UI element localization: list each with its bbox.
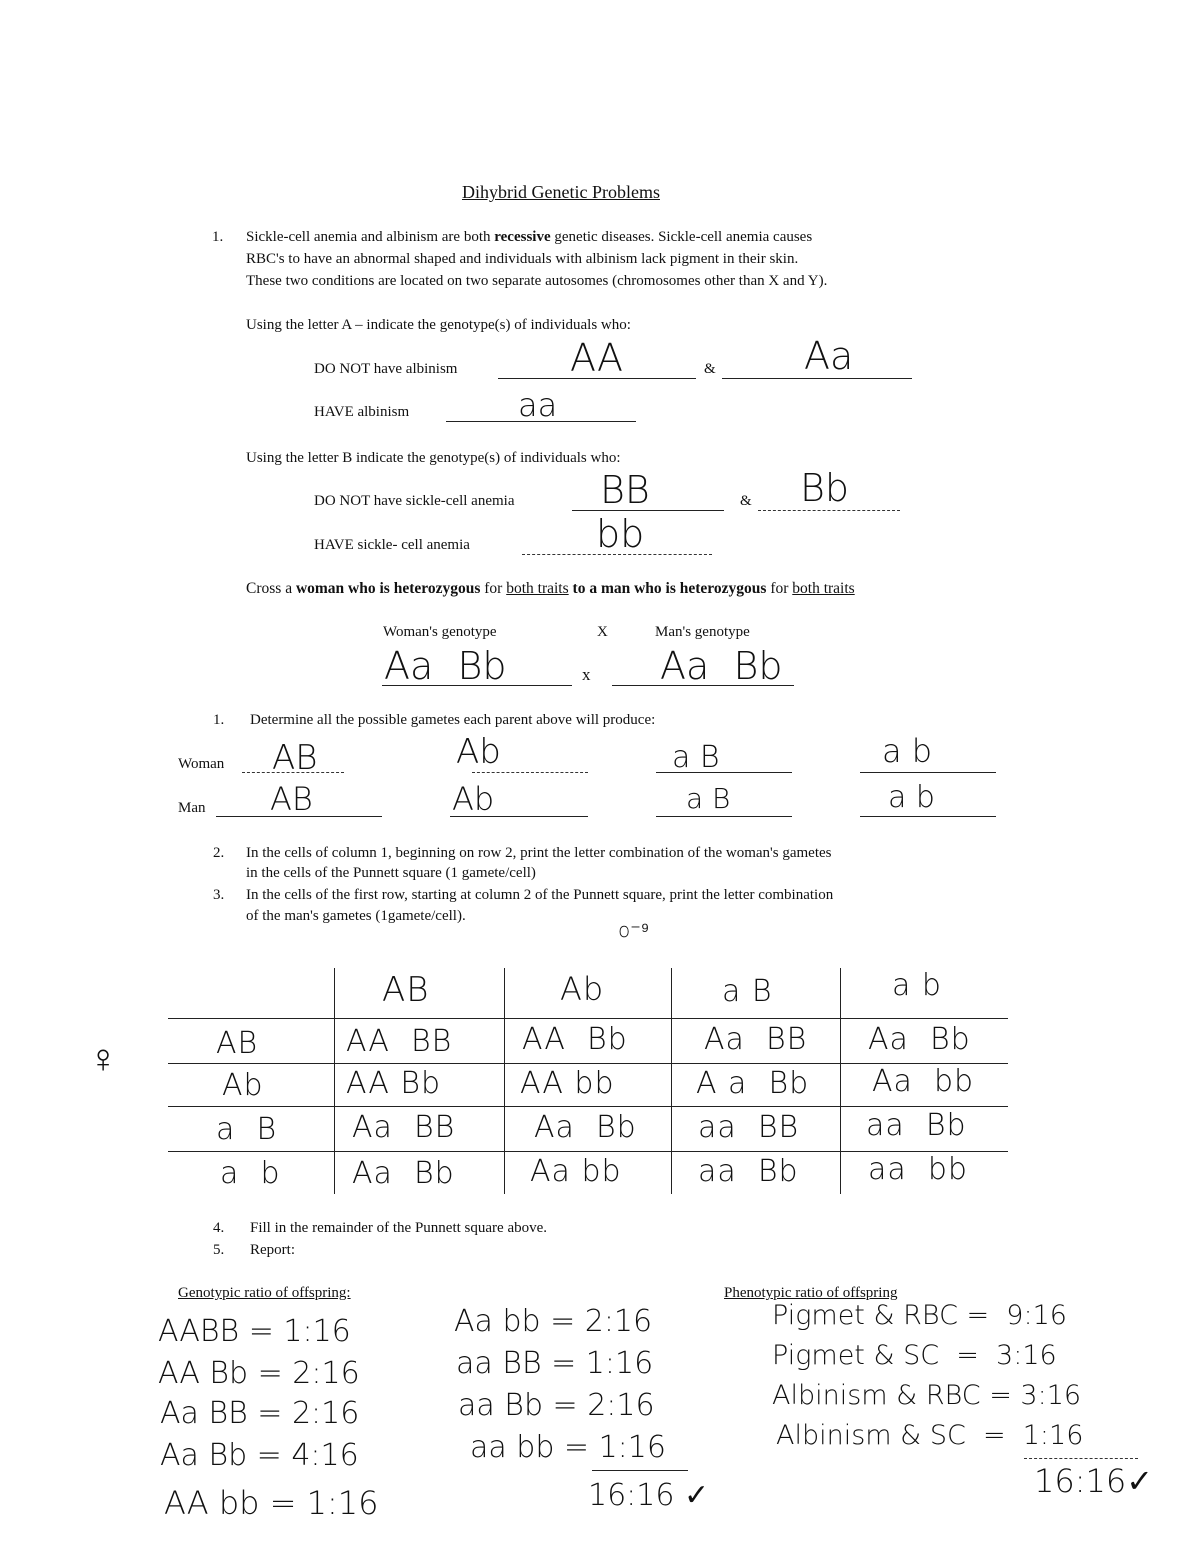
man-genotype-answer: Aa Bb — [660, 644, 783, 688]
punnett-row-label: a B — [216, 1112, 278, 1147]
man-gamete: a B — [686, 782, 731, 815]
answer-line — [758, 510, 900, 511]
punnett-cell: AA Bb — [522, 1022, 628, 1057]
phenotype-ratio: Albinism & RBC = 3:16 — [772, 1380, 1082, 1411]
woman-label: Woman — [178, 756, 225, 772]
punnett-vline — [504, 968, 505, 1194]
punnett-cell: Aa Bb — [352, 1156, 455, 1191]
question-number: 1. — [212, 229, 224, 245]
q1-bold-recessive: recessive — [494, 229, 551, 245]
gamete-line — [860, 816, 996, 817]
letter-a-prompt: Using the letter A – indicate the genotype(s) of individuals who: — [246, 317, 631, 333]
woman-gamete: a B — [672, 740, 720, 775]
gamete-line — [656, 816, 792, 817]
cross-text: for — [766, 580, 793, 597]
genotypic-heading: Genotypic ratio of offspring: — [178, 1285, 351, 1301]
woman-gamete: Ab — [456, 732, 501, 772]
gametes-prompt: Determine all the possible gametes each parent above will produce: — [250, 712, 656, 728]
punnett-cell: AA Bb — [346, 1066, 442, 1101]
sickle-label: HAVE sickle- cell anemia — [314, 537, 470, 553]
cross-bold: man who is heterozygous — [600, 580, 767, 597]
gametes-number: 1. — [213, 712, 225, 728]
punnett-cell: Aa bb — [872, 1064, 975, 1099]
gamete-line — [860, 772, 996, 773]
step-text: Fill in the remainder of the Punnett square above. — [250, 1220, 548, 1236]
man-gamete: a b — [888, 780, 935, 815]
answer-line — [722, 378, 912, 379]
ampersand: & — [704, 361, 716, 377]
answer-BB: BB — [600, 468, 650, 512]
question-line-3: These two conditions are located on two separate autosomes (chromosomes other than X and Y). — [246, 273, 828, 289]
phenotypic-total: 16:16✓ — [1034, 1462, 1154, 1500]
punnett-col-header: AB — [382, 970, 430, 1010]
phenotypic-heading: Phenotypic ratio of offspring — [724, 1285, 898, 1301]
letter-b-prompt: Using the letter B indicate the genotype(s) of individuals who: — [246, 450, 621, 466]
man-label: Man — [178, 800, 206, 816]
woman-gamete: a b — [882, 732, 933, 770]
punnett-col-header: a B — [722, 974, 773, 1009]
genotype-ratio: AA Bb = 2:16 — [158, 1356, 360, 1391]
step-number: 4. — [213, 1220, 225, 1236]
no-sickle-label: DO NOT have sickle-cell anemia — [314, 493, 515, 509]
punnett-cell: Aa Bb — [868, 1022, 971, 1057]
punnett-cell: Aa Bb — [534, 1110, 637, 1145]
answer-AA: AA — [570, 336, 624, 380]
question-line-2: RBC's to have an abnormal shaped and individuals with albinism lack pigment in their skin. — [246, 251, 799, 267]
answer-Bb: Bb — [800, 466, 850, 510]
instruction-line: in the cells of the Punnett square (1 gamete/cell) — [246, 865, 536, 881]
punnett-hline — [168, 1018, 1008, 1019]
punnett-row-label: Ab — [222, 1068, 264, 1103]
female-symbol-icon: ♀ — [88, 1036, 118, 1082]
man-genotype-label: Man's genotype — [655, 624, 750, 640]
genotype-ratio: Aa bb = 2:16 — [454, 1304, 653, 1339]
q1-text-a: Sickle-cell anemia and albinism are both — [246, 229, 495, 245]
cross-x: x — [582, 665, 591, 684]
cross-text: for — [480, 580, 507, 597]
punnett-row-label: AB — [216, 1026, 259, 1061]
cross-underline: both traits — [792, 580, 855, 597]
punnett-col-header: Ab — [560, 970, 605, 1008]
question-line-1 — [246, 229, 812, 246]
page-title: Dihybrid Genetic Problems — [462, 182, 660, 202]
punnett-cell: aa BB — [698, 1110, 800, 1145]
instruction-line: In the cells of column 1, beginning on row 2, print the letter combination of the woman's gametes — [246, 845, 832, 861]
woman-genotype-answer: Aa Bb — [384, 644, 507, 688]
answer-bb: bb — [596, 512, 645, 556]
punnett-cell: aa Bb — [866, 1108, 967, 1143]
answer-Aa: Aa — [804, 334, 854, 378]
cross-bold: to a — [568, 580, 601, 597]
sum-line — [1024, 1458, 1138, 1459]
punnett-cell: AA bb — [520, 1066, 615, 1101]
punnett-hline — [168, 1106, 1008, 1107]
punnett-vline — [671, 968, 672, 1194]
phenotype-ratio: Albinism & SC = 1:16 — [776, 1420, 1084, 1451]
punnett-vline — [334, 968, 335, 1194]
genotypic-total: 16:16 ✓ — [588, 1478, 710, 1513]
sum-line — [592, 1470, 688, 1471]
punnett-col-header: a b — [892, 968, 942, 1003]
punnett-cell: aa Bb — [698, 1154, 799, 1189]
punnett-cell: Aa bb — [530, 1154, 622, 1189]
punnett-cell: aa bb — [868, 1152, 968, 1187]
genotype-ratio: Aa Bb = 4:16 — [160, 1438, 359, 1473]
cross-underline: both traits — [506, 580, 569, 597]
phenotype-ratio: Pigmet & SC = 3:16 — [772, 1340, 1057, 1371]
genotype-ratio: aa bb = 1:16 — [470, 1430, 666, 1465]
gamete-line — [472, 772, 588, 773]
punnett-cell: A a Bb — [696, 1066, 810, 1101]
x-label: X — [597, 624, 608, 640]
cross-text: Cross a — [246, 580, 296, 597]
genotype-ratio: AABB = 1:16 — [158, 1314, 351, 1349]
woman-gamete: AB — [272, 738, 318, 778]
genotype-ratio: Aa BB = 2:16 — [160, 1396, 360, 1431]
cross-bold: woman who is heterozygous — [295, 580, 481, 597]
no-albinism-label: DO NOT have albinism — [314, 361, 458, 377]
punnett-cell: Aa BB — [352, 1110, 456, 1145]
genotype-ratio: aa Bb = 2:16 — [458, 1388, 655, 1423]
punnett-vline — [840, 968, 841, 1194]
ampersand: & — [740, 493, 752, 509]
instruction-number: 3. — [213, 887, 225, 903]
punnett-cell: AA BB — [346, 1024, 453, 1059]
scribble-annotation: o⁻⁹ — [618, 918, 650, 942]
phenotype-ratio: Pigmet & RBC = 9:16 — [772, 1300, 1067, 1331]
step-text: Report: — [250, 1242, 295, 1258]
man-gamete: Ab — [452, 780, 495, 818]
answer-aa: aa — [518, 386, 558, 424]
woman-genotype-label: Woman's genotype — [383, 624, 497, 640]
instruction-line: In the cells of the first row, starting at column 2 of the Punnett square, print the letter combination — [246, 887, 834, 903]
instruction-number: 2. — [213, 845, 225, 861]
punnett-cell: Aa BB — [704, 1022, 808, 1057]
step-number: 5. — [213, 1242, 225, 1258]
punnett-row-label: a b — [220, 1156, 281, 1191]
q1-text-b: genetic diseases. Sickle-cell anemia causes — [550, 229, 813, 245]
man-gamete: AB — [270, 780, 313, 818]
cross-prompt — [246, 580, 855, 598]
albinism-label: HAVE albinism — [314, 404, 410, 420]
genotype-ratio: aa BB = 1:16 — [456, 1346, 654, 1381]
genotype-ratio: AA bb = 1:16 — [164, 1484, 379, 1522]
instruction-line: of the man's gametes (1gamete/cell). — [246, 908, 466, 924]
